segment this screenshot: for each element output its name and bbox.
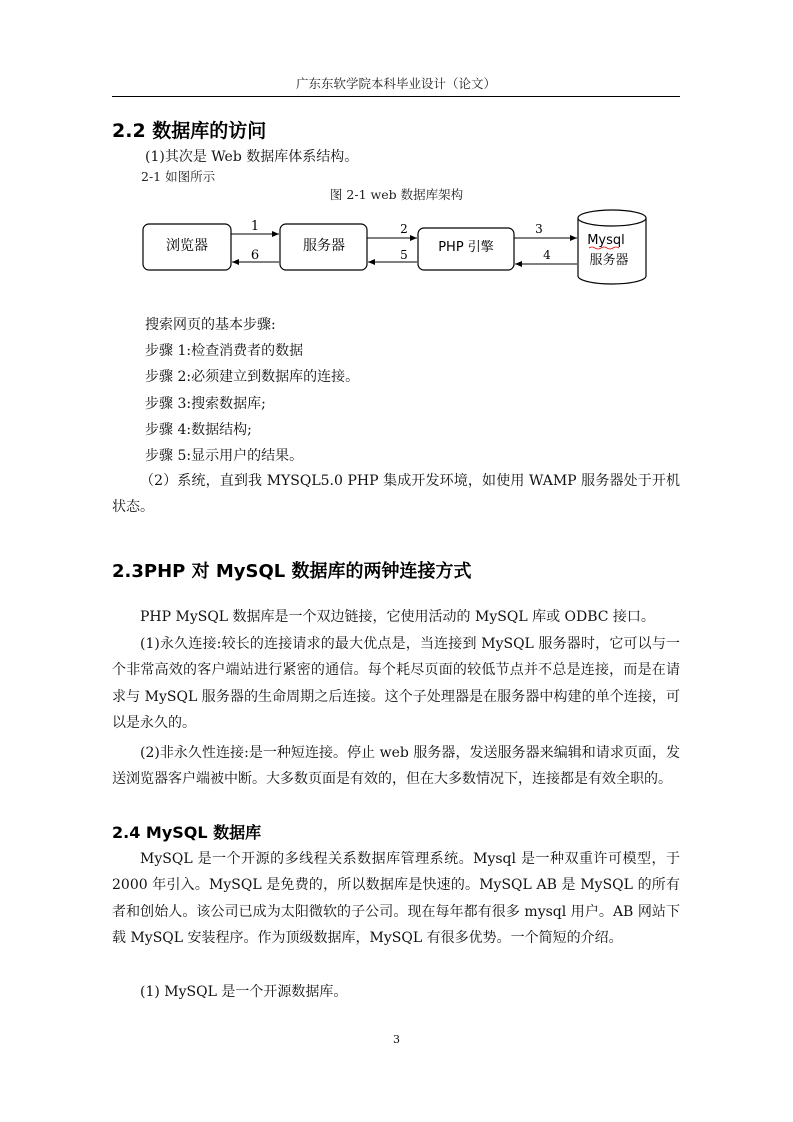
section-2-4-heading: 2.4 MySQL 数据库 <box>112 823 262 842</box>
section-2-3-paragraph-1: PHP MySQL 数据库是一个双边链接，它使用活动的 MySQL 库或 ODBC 接口。 <box>140 609 655 625</box>
steps-title: 搜索网页的基本步骤: <box>145 317 276 333</box>
server-label: 服务器 <box>303 238 345 254</box>
step-3: 步骤 3:搜索数据库; <box>145 396 266 412</box>
mysql-label-line1: Mysql <box>587 233 625 248</box>
page-header: 广东东软学院本科毕业设计（论文） <box>112 74 680 97</box>
section-2-4-paragraph-2: (1) MySQL 是一个开源数据库。 <box>140 984 348 1000</box>
page-number: 3 <box>393 1033 400 1046</box>
system-note-paragraph: （2）系统，直到我 MYSQL5.0 PHP 集成开发环境，如使用 WAMP 服务器处于开机状态。 <box>112 473 680 516</box>
section-2-3-paragraph-2: (1)永久连接:较长的连接请求的最大优点是，当连接到 MySQL 服务器时，它可以与一个非常高效的客户端站进行紧密的通信。每个耗尽页面的较低节点并不总是连接，而是在请求与 MySQL 服务器的生命周期之后连接。这个子处理器是在服务器中构建的单个连接，可以是永久的。 <box>112 636 680 731</box>
spellcheck-underline <box>589 247 619 249</box>
arrow-4-label: 4 <box>543 248 551 262</box>
arrow-1-label: 1 <box>250 219 260 234</box>
arrow-2-label: 2 <box>400 222 408 236</box>
web-database-architecture-diagram <box>135 204 655 290</box>
step-4: 步骤 4:数据结构; <box>145 422 252 438</box>
section-2-2-intro: (1)其次是 Web 数据库体系结构。 <box>145 149 359 165</box>
step-2: 步骤 2:必须建立到数据库的连接。 <box>145 369 360 385</box>
figure-reference: 2-1 如图所示 <box>141 169 216 184</box>
php-engine-label: PHP 引擎 <box>438 240 494 255</box>
step-5: 步骤 5:显示用户的结果。 <box>145 448 304 464</box>
arrow-6-label: 6 <box>250 248 260 263</box>
arrow-3-label: 3 <box>535 222 543 236</box>
arrow-5-label: 5 <box>400 248 408 262</box>
section-2-4-paragraph-1: MySQL 是一个开源的多线程关系数据库管理系统。Mysql 是一种双重许可模型，于 2000 年引入。MySQL 是免费的，所以数据库是快速的。MySQL AB 是 MySQL 的所有者和创始人。该公司已成为太阳微软的子公司。现在每年都有很多 mysql 用户。AB 网站下载 MySQL 安装程序。作为顶级数据库，MySQL 有很多优势。一个简短的介绍。 <box>112 851 680 946</box>
section-2-3-heading: 2.3PHP 对 MySQL 数据库的两钟连接方式 <box>112 561 472 582</box>
step-1: 步骤 1:检查消费者的数据 <box>145 343 304 359</box>
section-2-2-heading: 2.2 数据库的访问 <box>112 120 267 142</box>
figure-caption: 图 2-1 web 数据库架构 <box>329 187 464 202</box>
section-2-3-paragraph-3: (2)非永久性连接:是一种短连接。停止 web 服务器，发送服务器来编辑和请求页面，发送浏览器客户端被中断。大多数页面是有效的，但在大多数情况下，连接都是有效全职的。 <box>112 745 680 788</box>
mysql-label-line2: 服务器 <box>589 253 629 268</box>
browser-label: 浏览器 <box>166 238 208 254</box>
